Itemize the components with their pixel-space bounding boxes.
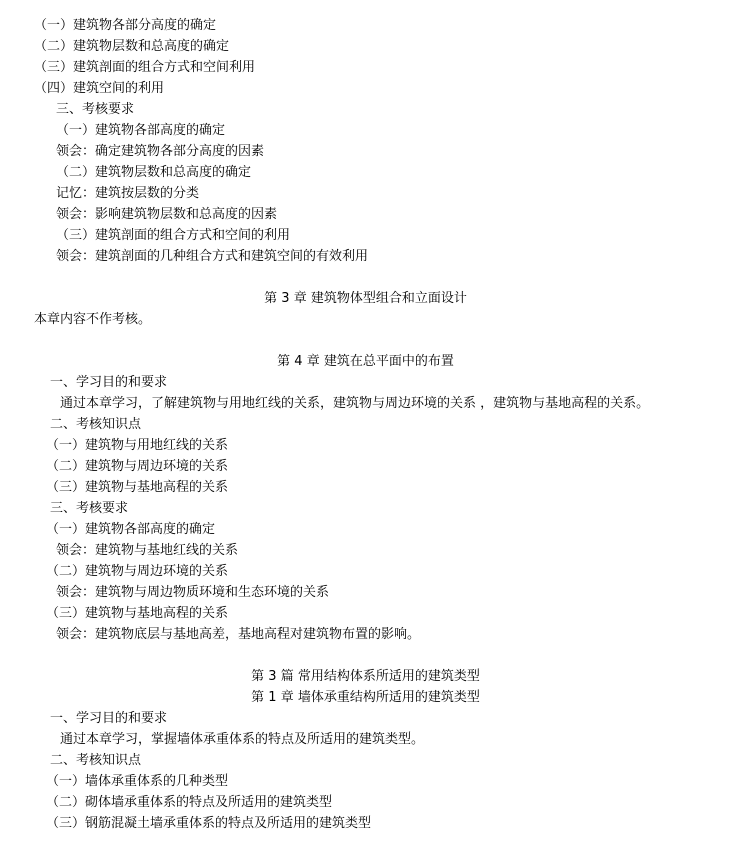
text-line: （三）建筑剖面的组合方式和空间利用: [34, 60, 256, 75]
text-line: （二）砌体墙承重体系的特点及所适用的建筑类型: [46, 795, 333, 810]
section-heading: 二、考核知识点: [50, 753, 142, 768]
text-line: （一）墙体承重体系的几种类型: [46, 774, 229, 789]
text-line: （二）建筑物层数和总高度的确定: [56, 165, 252, 180]
section-heading: 一、学习目的和要求: [50, 711, 168, 726]
chapter-heading: 第 4 章 建筑在总平面中的布置: [277, 354, 454, 369]
section-heading: 二、考核知识点: [50, 417, 142, 432]
text-line: （三）建筑剖面的组合方式和空间的利用: [56, 228, 291, 243]
text-line: （三）建筑物与基地高程的关系: [46, 480, 229, 495]
text-line: 领会：建筑物底层与基地高差，基地高程对建筑物布置的影响。: [56, 627, 421, 642]
text-line: 领会：确定建筑物各部分高度的因素: [56, 144, 265, 159]
paragraph: 通过本章学习，掌握墙体承重体系的特点及所适用的建筑类型。: [60, 732, 425, 747]
section-heading: 三、考核要求: [50, 501, 129, 516]
text-line: 领会：建筑剖面的几种组合方式和建筑空间的有效利用: [56, 249, 369, 264]
section-heading: 三、考核要求: [56, 102, 135, 117]
chapter-heading: 第 1 章 墙体承重结构所适用的建筑类型: [251, 690, 480, 705]
text-line: （四）建筑空间的利用: [34, 81, 165, 96]
text-line: 领会：影响建筑物层数和总高度的因素: [56, 207, 278, 222]
text-line: （三）建筑物与基地高程的关系: [46, 606, 229, 621]
text-line: 领会：建筑物与基地红线的关系: [56, 543, 239, 558]
section-heading: 一、学习目的和要求: [50, 375, 168, 390]
part-heading: 第 3 篇 常用结构体系所适用的建筑类型: [251, 669, 480, 684]
text-line: （二）建筑物与周边环境的关系: [46, 459, 229, 474]
text-line: （一）建筑物与用地红线的关系: [46, 438, 229, 453]
text-line: 领会：建筑物与周边物质环境和生态环境的关系: [56, 585, 330, 600]
paragraph: 通过本章学习，了解建筑物与用地红线的关系，建筑物与周边环境的关系 ，建筑物与基地高程的关系。: [60, 396, 650, 411]
chapter-heading: 第 3 章 建筑物体型组合和立面设计: [264, 291, 467, 306]
text-line: （一）建筑物各部高度的确定: [46, 522, 216, 537]
text-line: （二）建筑物与周边环境的关系: [46, 564, 229, 579]
text-line: 本章内容不作考核。: [34, 312, 152, 327]
text-line: （三）钢筋混凝土墙承重体系的特点及所适用的建筑类型: [46, 816, 372, 831]
text-line: 记忆：建筑按层数的分类: [56, 186, 200, 201]
text-line: （一）建筑物各部分高度的确定: [34, 18, 217, 33]
text-line: （二）建筑物层数和总高度的确定: [34, 39, 230, 54]
text-line: （一）建筑物各部高度的确定: [56, 123, 226, 138]
